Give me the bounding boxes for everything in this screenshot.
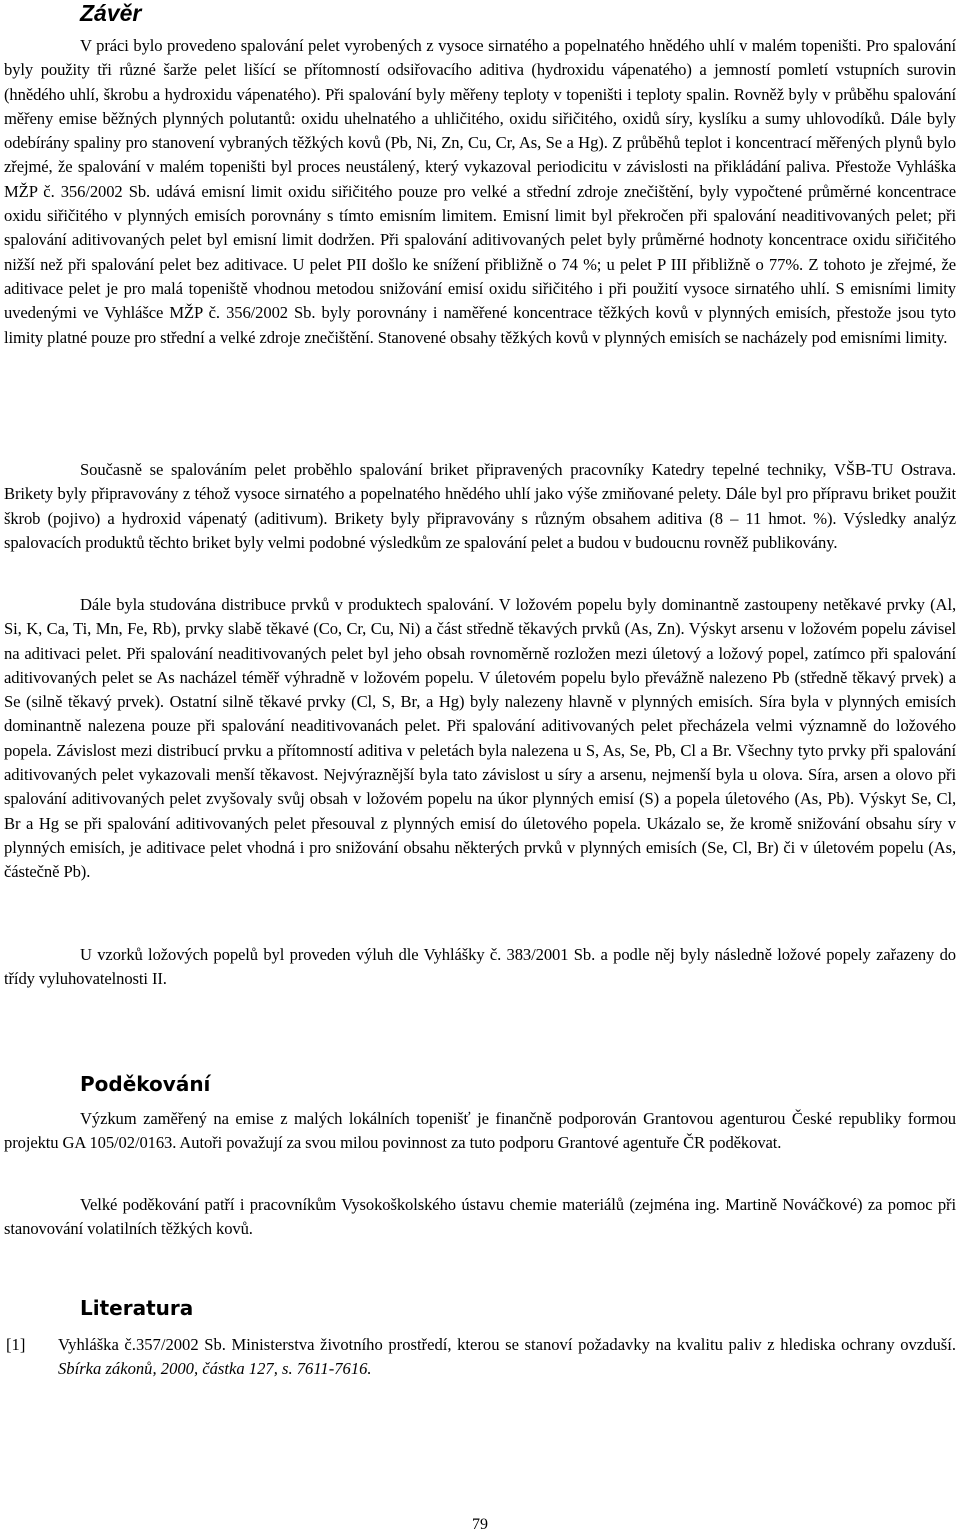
section-heading-literatura: Literatura <box>80 1296 194 1320</box>
paragraph-conclusion-1: V práci bylo provedeno spalování pelet vyrobených z vysoce sirnatého a popelnatého hnědého uhlí v malém topeništi. Pro spalování byly použity tři různé šarže pelet lišící se přítomností odsiřovacího aditiva (hydroxidu vápenatého) a jemností pomletí vstupních surovin (hnědého uhlí, škrobu a hydroxidu vápenatého). Při spalování byly měřeny teploty v topeništi i teploty spalin. Rovněž byly v průběhu spalování měřeny emise běžných plynných polutantů: oxidu uhelnatého a uhličitého, oxidu siřičitého, oxidů síry, kyslíku a sumy uhlovodíků. Dále byly odebírány spaliny pro stanovení vybraných těžkých kovů (Pb, Ni, Zn, Cu, Cr, As, Se a Hg). Z průběhů teplot i koncentrací měřených plynů bylo zřejmé, že spalování v malém topeništi byl proces neustálený, který vykazoval periodicitu v závislosti na přikládání paliva. Přestože Vyhláška MŽP č. 356/2002 Sb. udává emisní limit oxidu siřičitého pouze pro velké a střední zdroje znečištění, byly vypočtené průměrné koncentrace oxidu siřičitého v plynných emisích porovnány s tímto emisním limitem. Emisní limit byl překročen při spalování neaditivovaných pelet; při spalování aditivovaných pelet byl emisní limit dodržen. Při spalování aditivovaných pelet byly průměrné hodnoty koncentrace oxidu siřičitého nižší než při spalování pelet bez aditivace. U pelet PII došlo ke snížení přibližně o 74 %; u pelet P III přibližně o 77%. Z tohoto je zřejmé, že aditivace pelet je pro malá topeniště vhodnou metodou snižování emisí oxidu siřičitého i při použití vysoce sirnatého uhlí. S emisními limity uvedenými ve Vyhlášce MŽP č. 356/2002 Sb. byly porovnány i naměřené koncentrace těžkých kovů v plynných emisích, přestože jsou tyto limity platné pouze pro střední a velké zdroje znečištění. Stanovené obsahy těžkých kovů v plynných emisích se nacházely pod emisními limity. <box>4 36 956 347</box>
section-heading-podekovani: Poděkování <box>80 1072 211 1096</box>
page-number: 79 <box>472 1516 488 1533</box>
paragraph-acknowledgement-1: Výzkum zaměřený na emise z malých lokálních topenišť je finančně podporován Grantovou agenturou České republiky formou projektu GA 105/02/0163. Autoři považují za svou milou povinnost za tuto podporu Grantové agentuře ČR poděkovat. <box>4 1109 956 1153</box>
paragraph-conclusion-4: U vzorků ložových popelů byl proveden výluh dle Vyhlášky č. 383/2001 Sb. a podle něj byly následně ložové popely zařazeny do třídy vyluhovatelnosti II. <box>4 945 956 989</box>
reference-text-block <box>58 1333 956 1382</box>
section-heading-zaver: Závěr <box>80 0 142 26</box>
reference-source: Sbírka zákonů, 2000, částka 127, s. 7611-7616. <box>58 1359 372 1379</box>
paragraph-conclusion-2: Současně se spalováním pelet proběhlo spalování briket připravených pracovníky Katedry tepelné techniky, VŠB-TU Ostrava. Brikety byly připravovány z téhož vysoce sirnatého a popelnatého hnědého uhlí jako výše zmiňované pelety. Dále byl pro přípravu briket použit škrob (pojivo) a hydroxid vápenatý (aditivum). Brikety byly připravovány s různým obsahem aditiva (8 – 11 hmot. %). Výsledky analýz spalovacích produktů těchto briket byly velmi podobné výsledkům ze spalování pelet a budou v budoucnu rovněž publikovány. <box>4 460 956 552</box>
reference-text: Vyhláška č.357/2002 Sb. Ministerstva životního prostředí, kterou se stanoví požadavky na kvalitu paliv z hlediska ochrany ovzduší. <box>58 1335 956 1354</box>
reference-number: [1] <box>6 1335 26 1354</box>
paragraph-acknowledgement-2: Velké poděkování patří i pracovníkům Vysokoškolského ústavu chemie materiálů (zejména ing. Martině Nováčkové) za pomoc při stanovování volatilních těžkých kovů. <box>4 1195 956 1239</box>
paragraph-conclusion-3: Dále byla studována distribuce prvků v produktech spalování. V ložovém popelu byly dominantně zastoupeny netěkavé prvky (Al, Si, K, Ca, Ti, Mn, Fe, Rb), prvky slabě těkavé (Co, Cr, Cu, Ni) a část středně těkavých prvků (As, Zn). Výskyt arsenu v ložovém popelu závisel na aditivaci pelet. Při spalování neaditivovaných pelet byl jeho obsah rovnoměrně rozložen mezi úletový a ložový popel, zatímco při spalování aditivovaných pelet se As nacházel téměř výhradně v ložovém popelu. V úletovém popelu bylo převážně nalezeno Pb (středně těkavý prvek) a Se (silně těkavý prvek). Ostatní silně těkavé prvky (Cl, S, Br, a Hg) byly nalezeny hlavně v plynných emisích. Síra byla v plynných emisích dominantně nalezena pouze při spalování neaditivovanách pelet. Při spalování aditivovaných pelet přecházela velmi významně do ložového popela. Závislost mezi distribucí prvku a přítomností aditiva v peletách byla nalezena u S, As, Se, Pb, Cl a Br. Všechny tyto prvky při spalování aditivovaných pelet vykazovali menší těkavost. Nejvýraznější byla tato závislost u síry a arsenu, nejmenší byla u olova. Síra, arsen a olovo při spalování aditivovaných pelet zvyšovaly svůj obsah v ložovém popelu na úkor plynných emisí (S) a popela úletového (As, Pb). Výskyt Se, Cl, Br a Hg se při spalování aditivovaných pelet přesouval z plynných emisí do úletového popela. Ukázalo se, že kromě snižování obsahu síry v plynných emisích, je aditivace pelet vhodná i pro snižování obsahu některých prvků v plynných emisích (Se, Cl, Br) či v úletovém popelu (As, částečně Pb). <box>4 595 956 882</box>
reference-item <box>6 1333 956 1382</box>
